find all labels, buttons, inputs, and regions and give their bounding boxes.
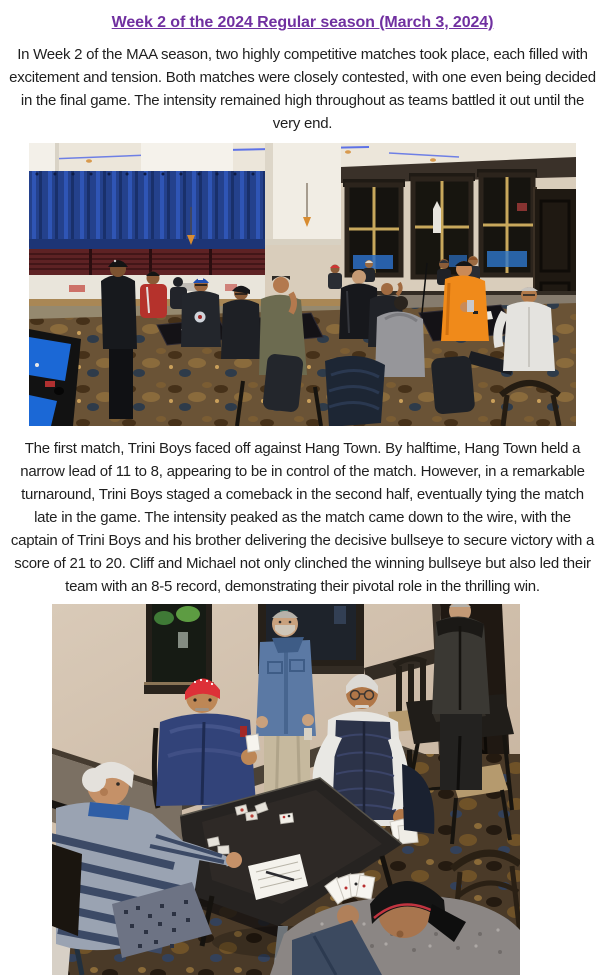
- match-recap-paragraph: The first match, Trini Boys faced off against Hang Town. By halftime, Hang Town held a narrow lead of 11 to 8, appearing to be in control of the match. However, in a remarkable turnaround, Trini Boys staged a comeback in the second half, eventually tying the match late in the game. The intensity peaked as the match came down to the wire, with the captain of Trini Boys and his brother delivering the decisive bullseye to secure victory with a score of 21 to 20. Cliff and Michael not only clinched the winning bullseye but also led their team with an 8-5 record, demonstrating their pivotal role in the thrilling win.: [10, 440, 595, 595]
- match-photo-1: [29, 143, 576, 426]
- match-photo-2: [52, 604, 520, 975]
- page-title: Week 2 of the 2024 Regular season (March 3, 2024): [111, 14, 494, 31]
- club-room-photo-illustration: [29, 143, 576, 426]
- card-table-photo-illustration: [52, 604, 520, 975]
- intro-paragraph: In Week 2 of the MAA season, two highly competitive matches took place, each filled with excitement and tension. Both matches were closely contested, with one even being decided in the final game. The intensity remained high throughout as teams battled it out until the very end.: [9, 46, 596, 132]
